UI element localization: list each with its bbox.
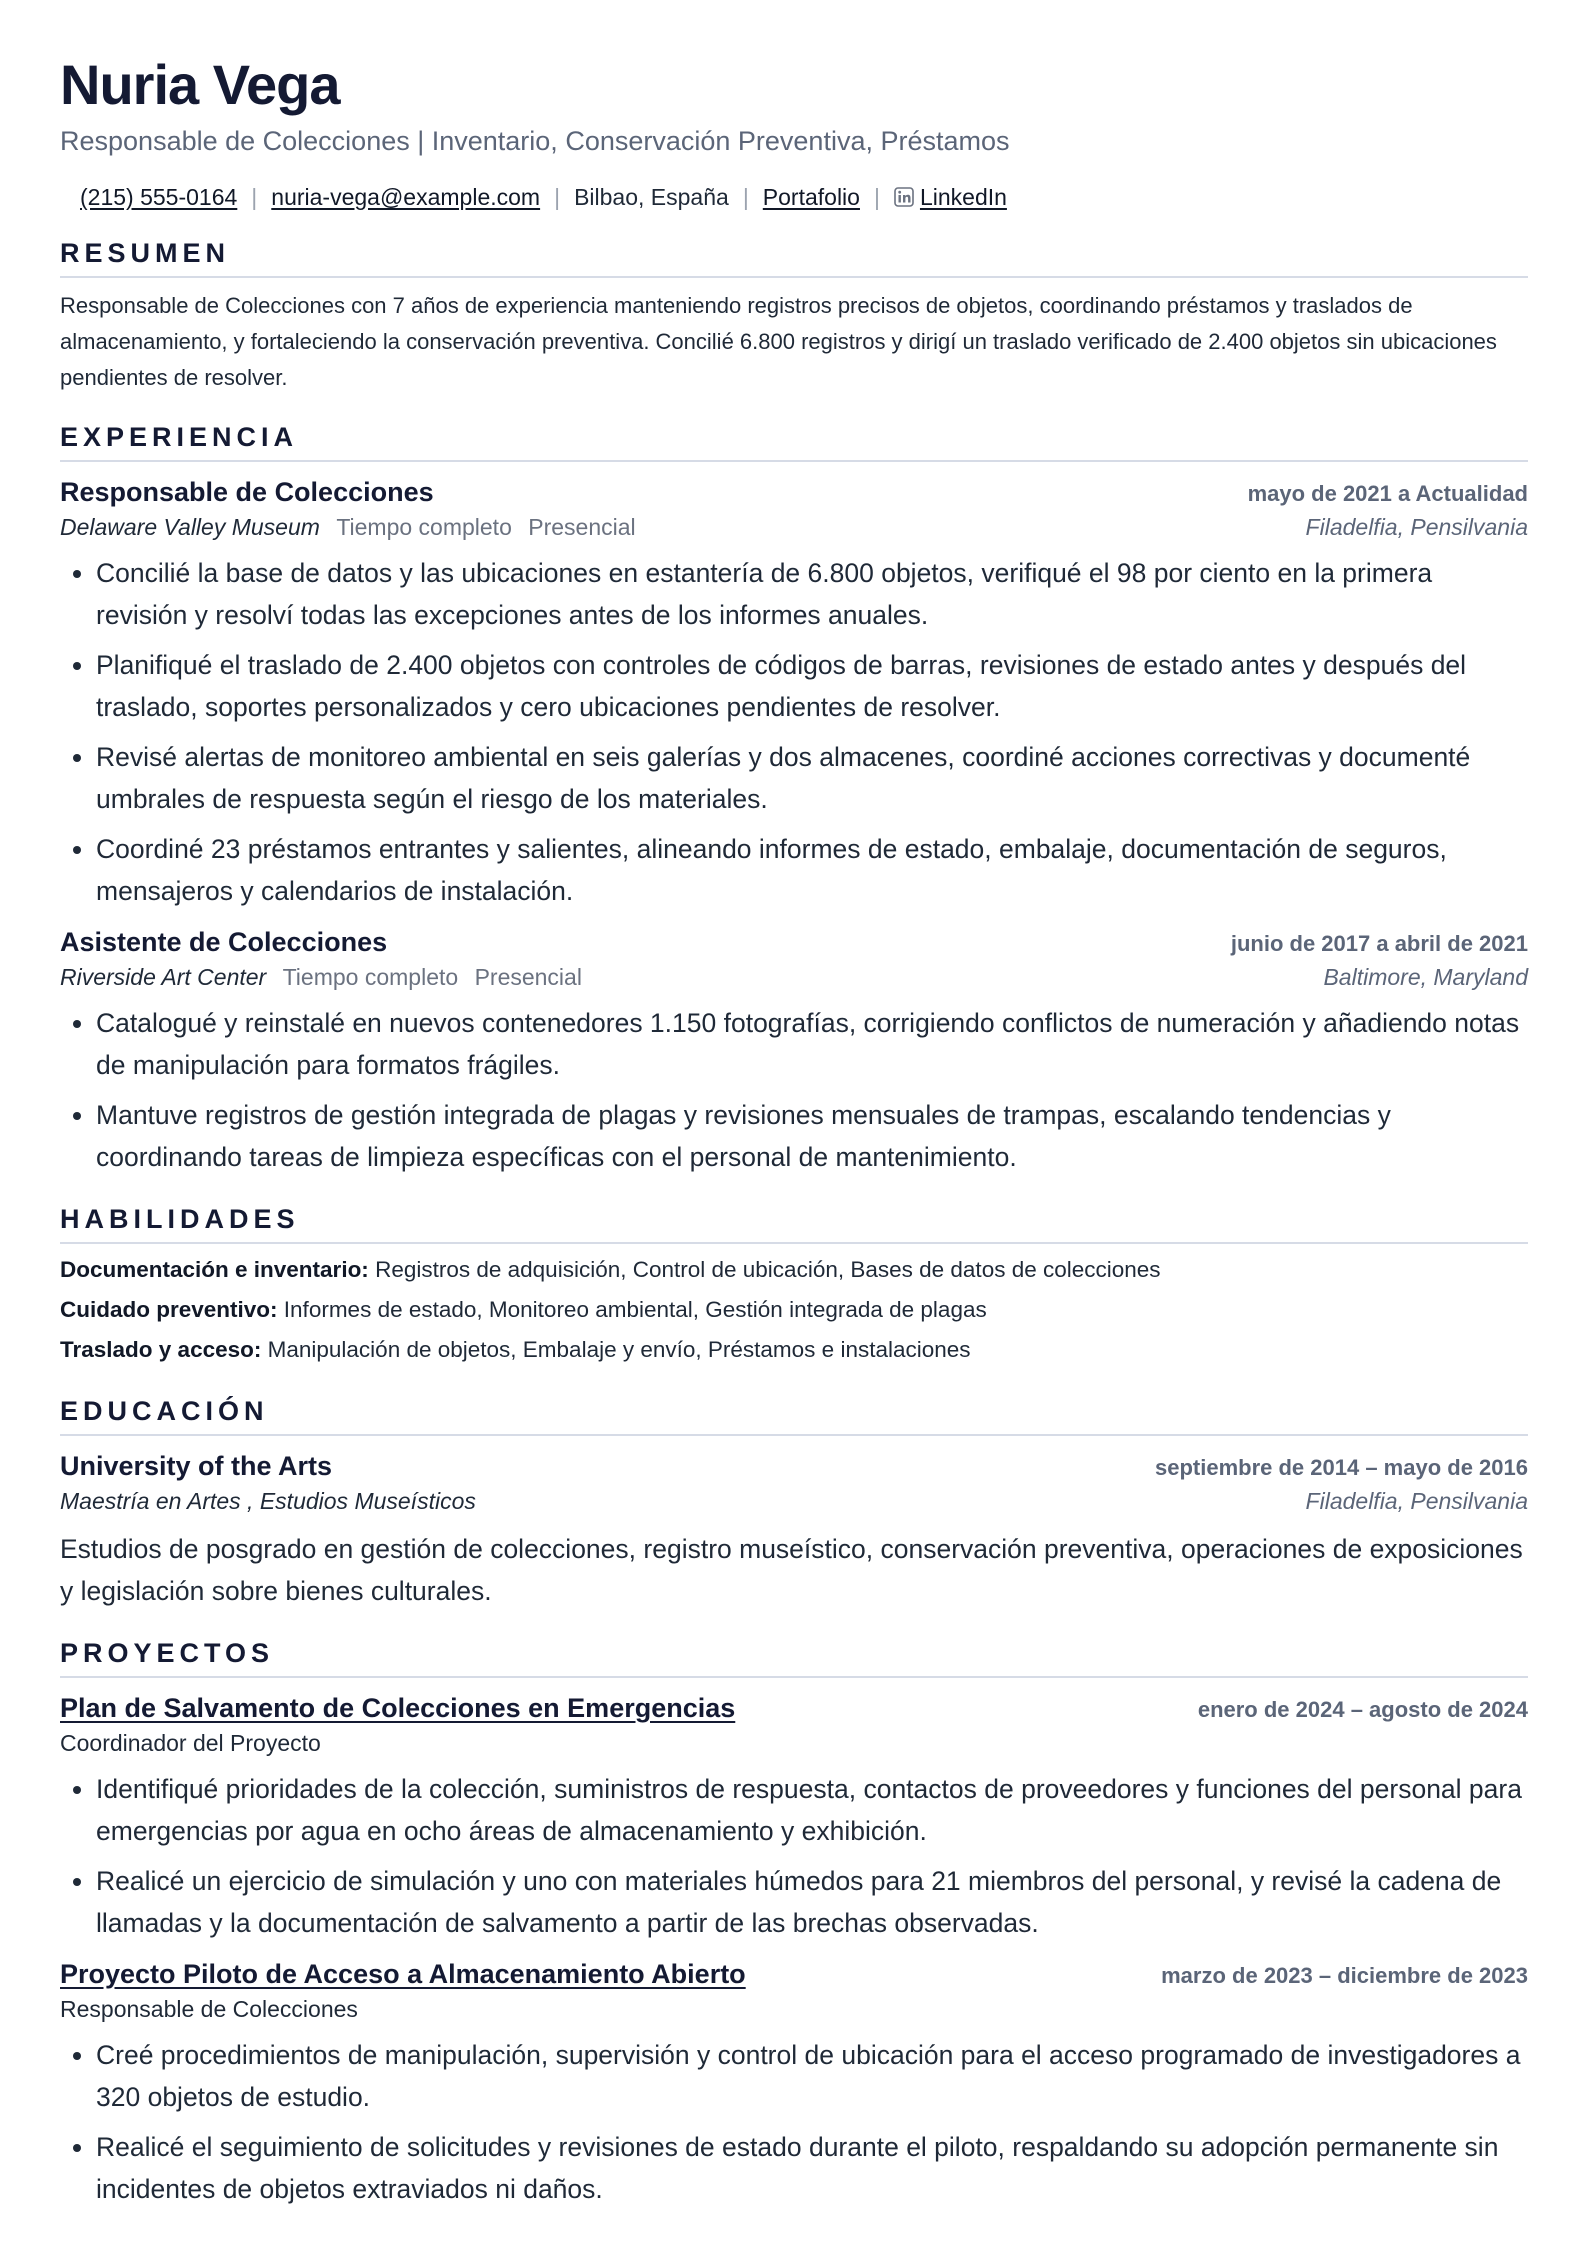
education-entry bbox=[60, 1448, 1528, 1612]
phone-link[interactable]: (215) 555-0164 bbox=[80, 184, 238, 210]
job-location: Filadelfia, Pensilvania bbox=[1305, 514, 1528, 540]
headline: Responsable de Colecciones | Inventario, Conservación Preventiva, Préstamos bbox=[60, 126, 1010, 156]
project-entry bbox=[60, 1956, 1528, 2210]
job-dates: mayo de 2021 a Actualidad bbox=[1247, 481, 1528, 506]
bullet-item: • Realicé un ejercicio de simulación y uno con materiales húmedos para 21 miembros del personal, y revisé la cadena de llamadas y la documentación de salvamento a partir de las brechas observadas. bbox=[96, 1860, 1528, 1944]
project-bullets bbox=[60, 1768, 1528, 1944]
separator: | bbox=[554, 184, 561, 210]
project-entry bbox=[60, 1690, 1528, 1944]
project-title-link[interactable]: Plan de Salvamento de Colecciones en Emergencias bbox=[60, 1693, 736, 1723]
section-title-projects: PROYECTOS bbox=[60, 1636, 1528, 1678]
project-title-link[interactable]: Proyecto Piloto de Acceso a Almacenamiento Abierto bbox=[60, 1959, 746, 1989]
location-text: Bilbao, España bbox=[574, 184, 729, 210]
portfolio-link[interactable]: Portafolio bbox=[762, 184, 860, 210]
bullet-item: • Realicé el seguimiento de solicitudes y revisiones de estado durante el piloto, respaldando su adopción permanente sin incidentes de objetos extraviados ni daños. bbox=[96, 2126, 1528, 2210]
email-link[interactable]: nuria-vega@example.com bbox=[271, 184, 541, 210]
separator: | bbox=[873, 184, 880, 210]
section-title-skills: HABILIDADES bbox=[60, 1202, 1528, 1244]
section-title-experience: EXPERIENCIA bbox=[60, 420, 1528, 462]
project-role: Responsable de Colecciones bbox=[60, 1996, 358, 2022]
job-dates: junio de 2017 a abril de 2021 bbox=[1230, 931, 1528, 956]
skill-value: Manipulación de objetos, Embalaje y envío, Préstamos e instalaciones bbox=[267, 1337, 971, 1362]
education-dates: septiembre de 2014 – mayo de 2016 bbox=[1155, 1455, 1528, 1480]
work-mode: Presencial bbox=[474, 964, 582, 990]
bullet-item: • Catalogué y reinstalé en nuevos contenedores 1.150 fotografías, corrigiendo conflictos de numeración y añadiendo notas de manipulación para formatos frágiles. bbox=[96, 1002, 1528, 1086]
school-name: University of the Arts bbox=[60, 1451, 333, 1481]
section-title-summary: RESUMEN bbox=[60, 236, 1528, 278]
bullet-item: • Revisé alertas de monitoreo ambiental en seis galerías y dos almacenes, coordiné acciones correctivas y documenté umbrales de respuesta según el riesgo de los materiales. bbox=[96, 736, 1528, 820]
contact-bar bbox=[60, 182, 1528, 212]
bullet-item: • Mantuve registros de gestión integrada de plagas y revisiones mensuales de trampas, escalando tendencias y coordinando tareas de limpieza específicas con el personal de mantenimiento. bbox=[96, 1094, 1528, 1178]
bullet-item: • Creé procedimientos de manipulación, supervisión y control de ubicación para el acceso programado de investigadores a 320 objetos de estudio. bbox=[96, 2034, 1528, 2118]
skill-row bbox=[60, 1290, 1528, 1330]
skills-list bbox=[60, 1250, 1528, 1370]
separator: | bbox=[251, 184, 258, 210]
summary-text: Responsable de Colecciones con 7 años de experiencia manteniendo registros precisos de objetos, coordinando préstamos y traslados de almacenamiento, y fortaleciendo la conservación preventiva. Concilié 6.800 registros y dirigí un traslado verificado de 2.400 objetos sin ubicaciones pendientes de resolver. bbox=[60, 293, 1497, 390]
job-bullets bbox=[60, 1002, 1528, 1178]
project-dates: enero de 2024 – agosto de 2024 bbox=[1197, 1697, 1528, 1722]
skill-label: Traslado y acceso: bbox=[60, 1337, 262, 1362]
education-description: Estudios de posgrado en gestión de colecciones, registro museístico, conservación preventiva, operaciones de exposiciones y legislación sobre bienes culturales. bbox=[60, 1534, 1523, 1606]
bullet-item: • Planifiqué el traslado de 2.400 objetos con controles de códigos de barras, revisiones de estado antes y después del traslado, soportes personalizados y cero ubicaciones pendientes de resolver. bbox=[96, 644, 1528, 728]
linkedin-item[interactable] bbox=[894, 182, 1007, 212]
skill-row bbox=[60, 1250, 1528, 1290]
company-name: Riverside Art Center bbox=[60, 964, 267, 990]
skill-value: Informes de estado, Monitoreo ambiental, Gestión integrada de plagas bbox=[283, 1297, 987, 1322]
candidate-name: Nuria Vega bbox=[60, 53, 340, 116]
separator: | bbox=[742, 184, 749, 210]
experience-entry bbox=[60, 474, 1528, 912]
work-mode: Presencial bbox=[528, 514, 636, 540]
skill-label: Documentación e inventario: bbox=[60, 1257, 369, 1282]
experience-entry bbox=[60, 924, 1528, 1178]
company-name: Delaware Valley Museum bbox=[60, 514, 320, 540]
bullet-item: • Coordiné 23 préstamos entrantes y salientes, alineando informes de estado, embalaje, documentación de seguros, mensajeros y calendarios de instalación. bbox=[96, 828, 1528, 912]
project-dates: marzo de 2023 – diciembre de 2023 bbox=[1161, 1963, 1528, 1988]
project-bullets bbox=[60, 2034, 1528, 2210]
skill-value: Registros de adquisición, Control de ubicación, Bases de datos de colecciones bbox=[375, 1257, 1161, 1282]
linkedin-link[interactable]: LinkedIn bbox=[919, 184, 1007, 210]
job-bullets bbox=[60, 552, 1528, 912]
skill-row bbox=[60, 1330, 1528, 1370]
project-role: Coordinador del Proyecto bbox=[60, 1730, 321, 1756]
job-title: Asistente de Colecciones bbox=[60, 927, 388, 957]
skill-label: Cuidado preventivo: bbox=[60, 1297, 278, 1322]
bullet-item: • Identifiqué prioridades de la colección, suministros de respuesta, contactos de proveedores y funciones del personal para emergencias por agua en ocho áreas de almacenamiento y exhibición. bbox=[96, 1768, 1528, 1852]
degree-name: Maestría en Artes , Estudios Museísticos bbox=[60, 1488, 476, 1514]
education-location: Filadelfia, Pensilvania bbox=[1305, 1488, 1528, 1514]
linkedin-icon bbox=[894, 187, 914, 207]
bullet-item: • Concilié la base de datos y las ubicaciones en estantería de 6.800 objetos, verifiqué el 98 por ciento en la primera revisión y resolví todas las excepciones antes de los informes anuales. bbox=[96, 552, 1528, 636]
job-location: Baltimore, Maryland bbox=[1323, 964, 1528, 990]
employment-type: Tiempo completo bbox=[282, 964, 459, 990]
job-title: Responsable de Colecciones bbox=[60, 477, 434, 507]
employment-type: Tiempo completo bbox=[336, 514, 512, 540]
section-title-education: EDUCACIÓN bbox=[60, 1394, 1528, 1436]
